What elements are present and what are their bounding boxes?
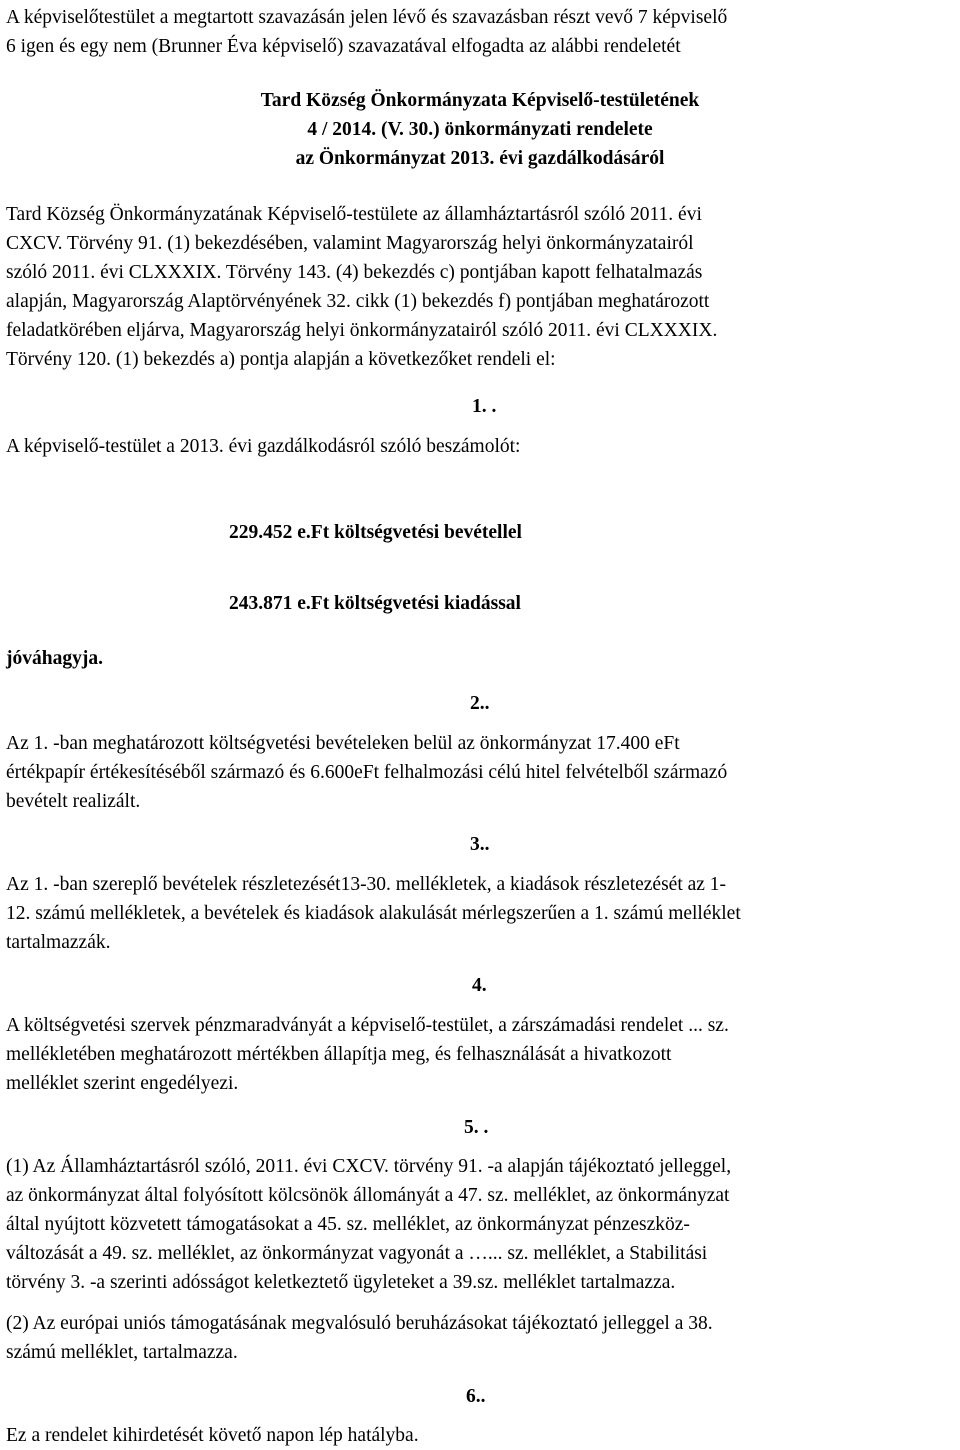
section-2-line-1: Az 1. -ban meghatározott költségvetési bevételeken belül az önkormányzat 17.400 eFt <box>6 733 680 754</box>
section-3-heading: 3.. <box>470 834 490 855</box>
preamble-line-3: szóló 2011. évi CLXXXIX. Törvény 143. (4) bekezdés c) pontjában kapott felhatalmazás <box>6 262 703 283</box>
section-5-line-4: változását a 49. sz. melléklet, az önkormányzat vagyonát a …... sz. melléklet, a Stabilitási <box>6 1243 708 1264</box>
section-1-income: 229.452 e.Ft költségvetési bevétellel <box>229 522 522 543</box>
intro-line-1: A képviselőtestület a megtartott szavazásán jelen lévő és szavazásban részt vevő 7 képviselő <box>6 7 728 28</box>
preamble-line-1: Tard Község Önkormányzatának Képviselő-testülete az államháztartásról szóló 2011. évi <box>6 204 702 225</box>
section-1-expense: 243.871 e.Ft költségvetési kiadással <box>229 593 521 614</box>
section-4-line-2: mellékletében meghatározott mértékben állapítja meg, és felhasználását a hivatkozott <box>6 1044 672 1065</box>
section-3-line-2: 12. számú mellékletek, a bevételek és kiadások alakulását mérlegszerűen a 1. számú melléklet <box>6 903 741 924</box>
section-5-line-7: számú melléklet, tartalmazza. <box>6 1342 238 1363</box>
section-2-heading: 2.. <box>470 693 490 714</box>
preamble-line-6: Törvény 120. (1) bekezdés a) pontja alapján a következőket rendeli el: <box>6 349 556 370</box>
section-6-line-1: Ez a rendelet kihirdetését követő napon lép hatályba. <box>6 1425 419 1446</box>
title-line-1: Tard Község Önkormányzata Képviselő-testületének <box>260 90 700 111</box>
title-line-3: az Önkormányzat 2013. évi gazdálkodásáról <box>295 148 665 169</box>
section-3-line-1: Az 1. -ban szereplő bevételek részletezését13-30. mellékletek, a kiadások részletezését az 1- <box>6 874 727 895</box>
section-5-line-1: (1) Az Államháztartásról szóló, 2011. évi CXCV. törvény 91. -a alapján tájékoztató jelleggel, <box>6 1156 732 1177</box>
section-5-heading: 5. . <box>464 1117 489 1138</box>
section-2-line-2: értékpapír értékesítéséből származó és 6.600eFt felhalmozási célú hitel felvételből származó <box>6 762 728 783</box>
preamble-line-2: CXCV. Törvény 91. (1) bekezdésében, valamint Magyarország helyi önkormányzatairól <box>6 233 694 254</box>
section-4-line-1: A költségvetési szervek pénzmaradványát a képviselő-testület, a zárszámadási rendelet ... sz. <box>6 1015 729 1036</box>
section-2-line-3: bevételt realizált. <box>6 791 141 812</box>
section-3-line-3: tartalmazzák. <box>6 932 111 953</box>
section-4-line-3: melléklet szerint engedélyezi. <box>6 1073 239 1094</box>
section-1-approve: jóváhagyja. <box>6 648 103 669</box>
section-4-heading: 4. <box>472 975 487 996</box>
section-5-line-2: az önkormányzat által folyósított kölcsönök állományát a 47. sz. melléklet, az önkormányzat <box>6 1185 730 1206</box>
section-5-line-3: által nyújtott közvetett támogatásokat a 45. sz. melléklet, az önkormányzat pénzeszköz- <box>6 1214 690 1235</box>
preamble-line-4: alapján, Magyarország Alaptörvényének 32. cikk (1) bekezdés f) pontjában meghatározott <box>6 291 710 312</box>
intro-line-2: 6 igen és egy nem (Brunner Éva képviselő) szavazatával elfogadta az alábbi rendeletét <box>6 36 681 57</box>
section-6-heading: 6.. <box>466 1386 486 1407</box>
section-1-heading: 1. . <box>472 396 497 417</box>
preamble-line-5: feladatkörében eljárva, Magyarország helyi önkormányzatairól szóló 2011. évi CLXXXIX. <box>6 320 718 341</box>
section-1-lead: A képviselő-testület a 2013. évi gazdálkodásról szóló beszámolót: <box>6 436 521 457</box>
title-line-2: 4 / 2014. (V. 30.) önkormányzati rendelete <box>307 119 653 140</box>
section-5-line-6: (2) Az európai uniós támogatásának megvalósuló beruházásokat tájékoztató jelleggel a 38. <box>6 1313 713 1334</box>
section-5-line-5: törvény 3. -a szerinti adósságot keletkeztető ügyleteket a 39.sz. melléklet tartalmazza. <box>6 1272 676 1293</box>
